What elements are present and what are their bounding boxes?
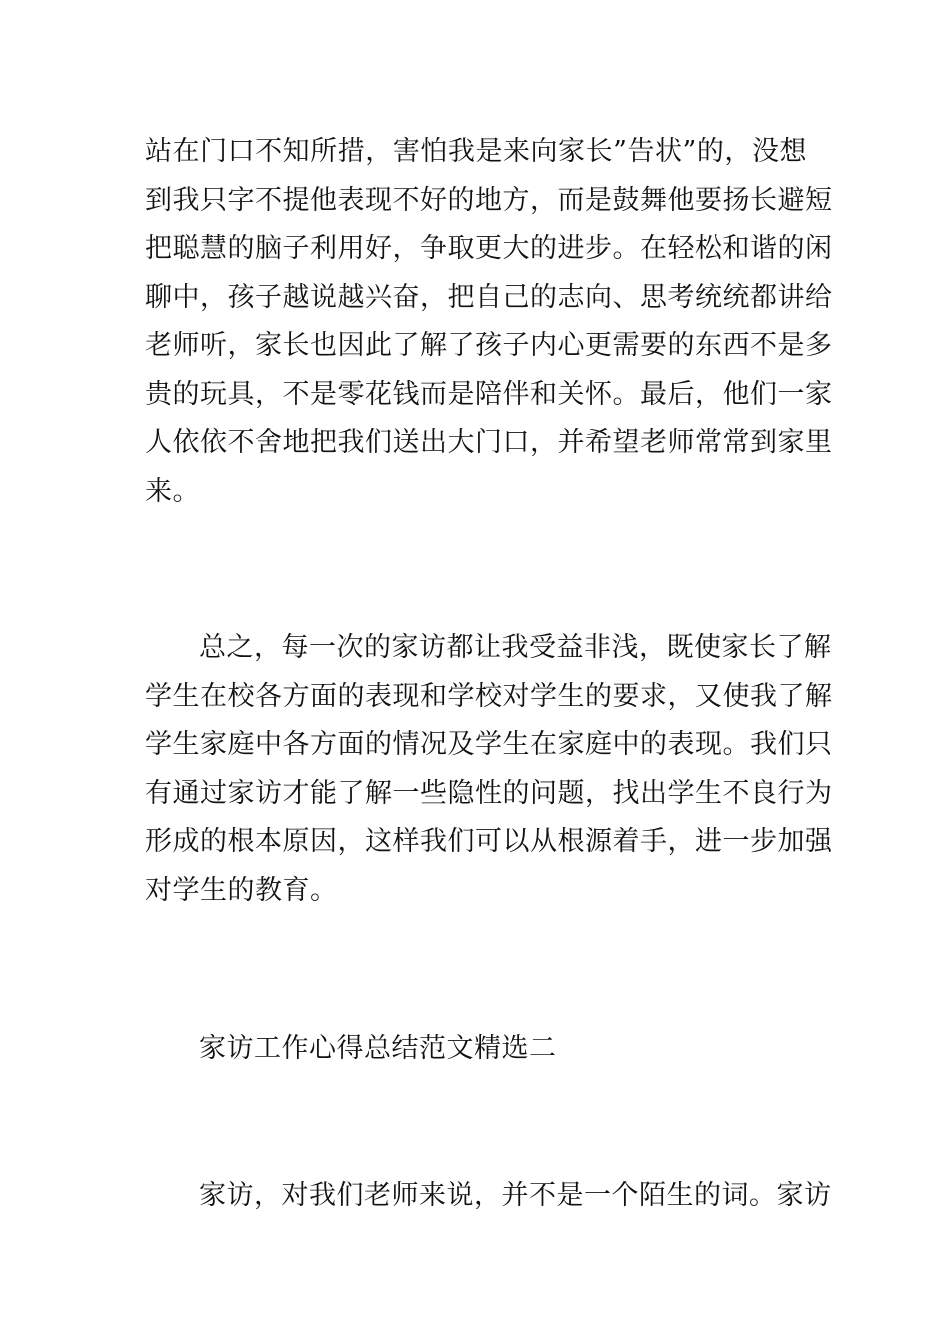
text-line: 站在门口不知所措，害怕我是来向家长”告状”的，没想 [145, 136, 807, 167]
text-line: 学生在校各方面的表现和学校对学生的要求，又使我了解 [145, 680, 833, 712]
text-line: 老师听，家长也因此了解了孩子内心更需要的东西不是多 [145, 330, 833, 361]
text-line: 来。 [145, 475, 200, 507]
text-line: 到我只字不提他表现不好的地方，而是鼓舞他要扬长避短 [145, 184, 833, 216]
text-line: 总之，每一次的家访都让我受益非浅，既使家长了解 [199, 632, 832, 663]
section-heading [145, 1025, 807, 1074]
text-line: 聊中，孩子越说越兴奋，把自己的志向、思考统统都讲给 [145, 281, 833, 313]
heading-text: 家访工作心得总结范文精选二 [199, 1033, 557, 1064]
text-line: 学生家庭中各方面的情况及学生在家庭中的表现。我们只 [145, 729, 833, 760]
paragraph-home-visit-story [145, 128, 833, 516]
text-line: 把聪慧的脑子利用好，争取更大的进步。在轻松和谐的闲 [145, 233, 833, 264]
text-line: 家访，对我们老师来说，并不是一个陌生的词。家访 [199, 1180, 832, 1211]
paragraph-conclusion [145, 624, 833, 915]
text-line: 形成的根本原因，这样我们可以从根源着手，进一步加强 [145, 826, 833, 857]
text-line: 贵的玩具，不是零花钱而是陪伴和关怀。最后，他们一家 [145, 378, 833, 410]
text-line: 人依依不舍地把我们送出大门口，并希望老师常常到家里 [145, 427, 833, 458]
paragraph-intro [145, 1172, 832, 1221]
text-line: 有通过家访才能了解一些隐性的问题，找出学生不良行为 [145, 777, 833, 809]
text-line: 对学生的教育。 [145, 874, 338, 906]
